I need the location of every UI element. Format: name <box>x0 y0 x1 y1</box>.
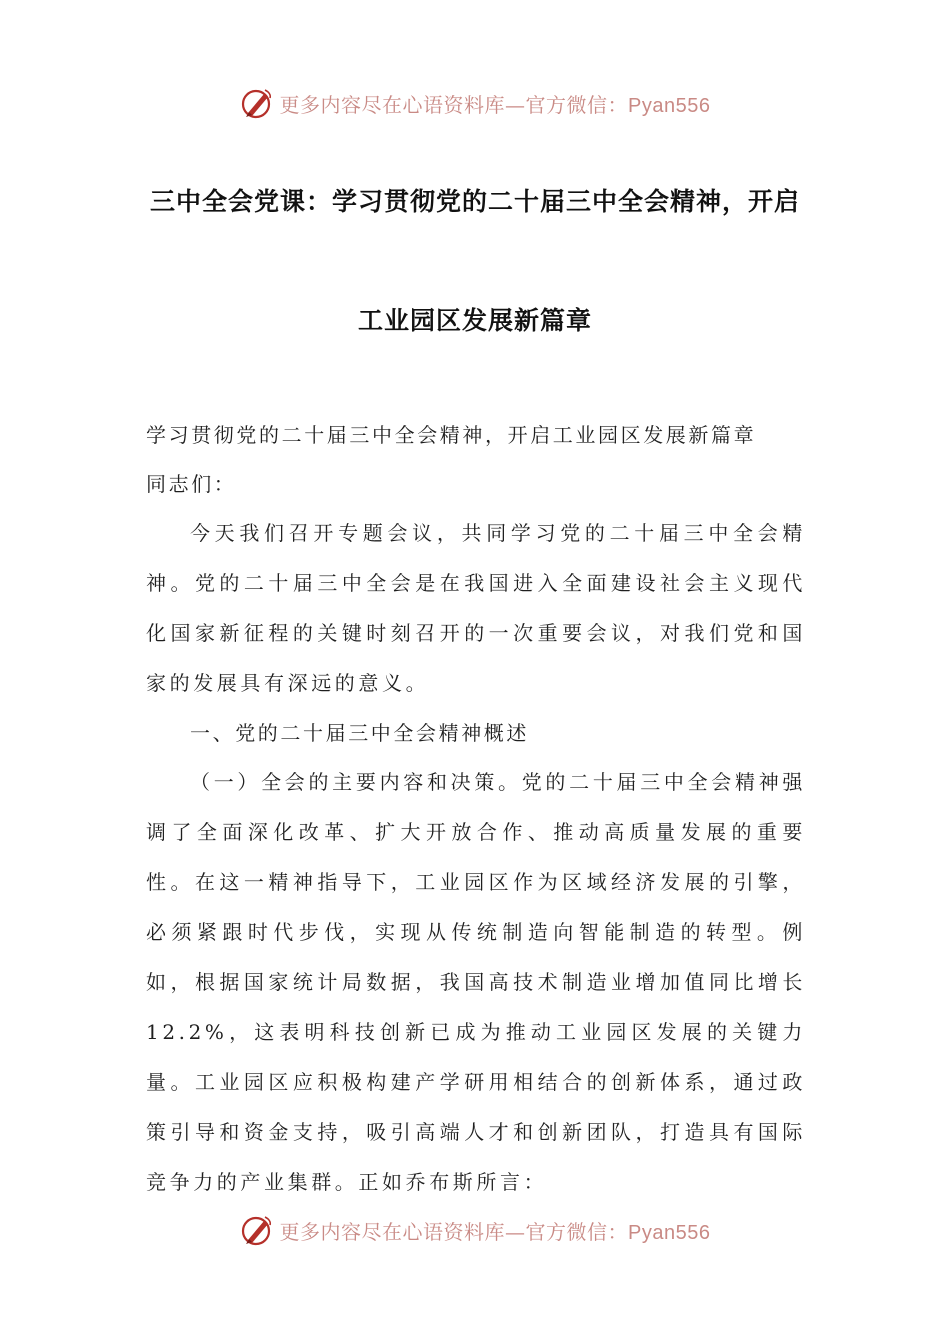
banner-main-text: 更多内容尽在心语资料库 <box>279 1219 506 1244</box>
banner-separator: — <box>505 1219 526 1244</box>
greeting: 同志们： <box>146 472 237 496</box>
document-title-line-1: 三中全会党课：学习贯彻党的二十届三中全会精神，开启 <box>149 187 800 216</box>
banner-wechat-id: Pyan556 <box>628 1221 711 1244</box>
banner-contact-label: 官方微信： <box>525 1219 629 1244</box>
paragraph-intro: 今天我们召开专题会议，共同学习党的二十届三中全会精神。党的二十届三中全会是在我国进入全面建设社会主义现代化国家新征程的关键时刻召开的一次重要会议，对我们党和国家的发展具有深远的意义。 <box>146 521 806 695</box>
section-heading-1: 一、党的二十届三中全会精神概述 <box>190 721 529 745</box>
pen-logo-icon <box>240 86 274 120</box>
pen-logo-icon <box>240 1213 274 1247</box>
banner-separator: — <box>505 92 526 117</box>
document-subtitle: 学习贯彻党的二十届三中全会精神，开启工业园区发展新篇章 <box>146 423 757 447</box>
banner-wechat-id: Pyan556 <box>628 94 711 117</box>
watermark-banner-bottom <box>0 1210 950 1250</box>
paragraph-section-1-1: （一）全会的主要内容和决策。党的二十届三中全会精神强调了全面深化改革、扩大开放合作、推动高质量发展的重要性。在这一精神指导下，工业园区作为区域经济发展的引擎，必须紧跟时代步伐，实现从传统制造向智能制造的转型。例如，根据国家统计局数据，我国高技术制造业增加值同比增长12.2%，这表明科技创新已成为推动工业园区发展的关键力量。工业园区应积极构建产学研用相结合的创新体系，通过政策引导和资金支持，吸引高端人才和创新团队，打造具有国际竞争力的产业集群。正如乔布斯所言： <box>146 770 806 1194</box>
banner-contact-label: 官方微信： <box>525 92 629 117</box>
banner-main-text: 更多内容尽在心语资料库 <box>279 92 506 117</box>
watermark-banner-top <box>0 83 950 123</box>
document-title-line-2: 工业园区发展新篇章 <box>357 306 592 335</box>
